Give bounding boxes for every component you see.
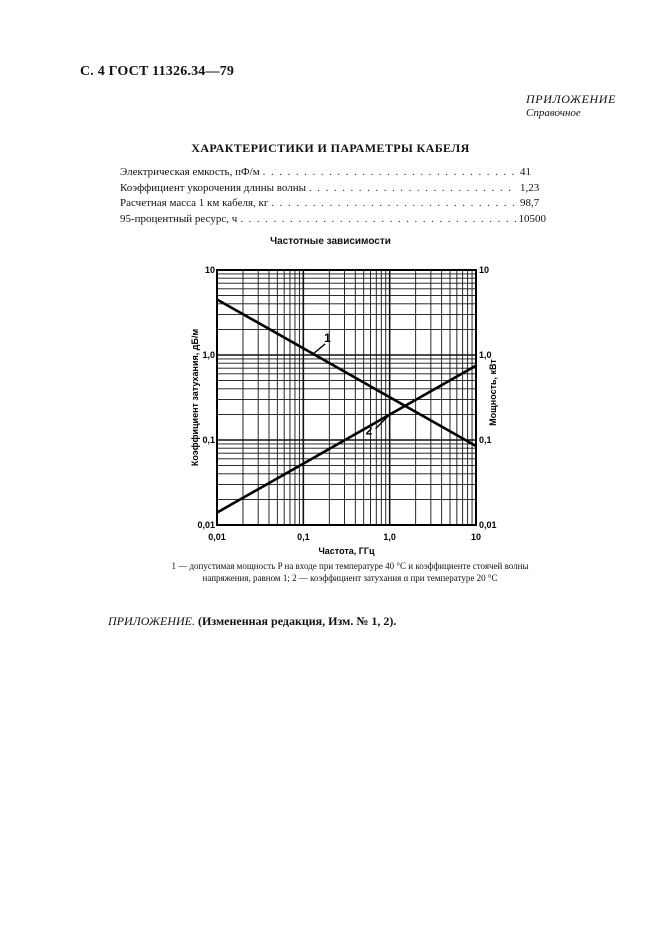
page-header: С. 4 ГОСТ 11326.34—79	[80, 64, 235, 79]
parameter-row	[120, 166, 546, 182]
caption-line-1: 1 — допустимая мощность P на входе при температуре 40 °С и коэффициенте стоячей волны	[171, 561, 529, 571]
leader-dots	[263, 166, 517, 178]
parameter-row	[120, 213, 546, 229]
y-tick-label-right: 0,1	[479, 435, 492, 445]
x-axis-label: Частота, ГГц	[318, 546, 375, 556]
parameter-label: 95-процентный ресурс, ч	[120, 212, 238, 225]
y-tick-label-right: 0,01	[479, 520, 497, 530]
y-tick-label-right: 1,0	[479, 350, 492, 360]
plot-frame	[217, 270, 476, 525]
leader-dots	[271, 197, 517, 209]
y-tick-label-left: 0,1	[202, 435, 215, 445]
y-axis-label-left: Коэффициент затухания, дБ/м	[190, 328, 200, 467]
frequency-chart	[190, 258, 510, 558]
series-line-2	[217, 366, 476, 513]
appendix-label	[526, 92, 616, 119]
series-label: 1	[324, 330, 331, 345]
appendix-subtitle: Справочное	[526, 107, 581, 119]
chart-caption	[140, 560, 560, 584]
parameter-label: Электрическая емкость, пФ/м	[120, 166, 260, 178]
y-tick-label-left: 1,0	[202, 350, 215, 360]
parameter-label: Расчетная масса 1 км кабеля, кг	[120, 197, 269, 209]
caption-line-2: напряжения, равном 1; 2 — коэффициент затухания α при температуре 20 °С	[202, 573, 498, 583]
series-label-leader	[313, 344, 325, 354]
x-tick-label: 0,01	[208, 532, 226, 542]
chart-title: Частотные зависимости	[270, 236, 391, 247]
series-line-1	[217, 299, 476, 446]
parameter-row	[120, 197, 546, 213]
parameter-value: 1,23	[520, 181, 540, 194]
y-tick-label-left: 10	[204, 265, 215, 275]
x-tick-label: 10	[470, 532, 482, 542]
y-axis-label-right: Мощность, кВт	[488, 359, 498, 426]
y-tick-label-left: 0,01	[197, 520, 215, 530]
appendix-title: ПРИЛОЖЕНИЕ	[526, 92, 616, 106]
series-label: 2	[365, 423, 373, 438]
leader-dots	[309, 182, 517, 194]
parameter-value: 98,7	[520, 197, 540, 209]
leader-dots	[240, 213, 515, 225]
parameter-value: 10500	[518, 212, 546, 225]
parameter-value: 41	[520, 166, 531, 178]
footer-note-bold: (Измененная редакция, Изм. № 1, 2).	[197, 614, 397, 628]
parameter-label: Коэффициент укорочения длины волны	[120, 181, 306, 194]
parameters-list	[120, 166, 546, 228]
x-tick-label: 0,1	[297, 532, 310, 542]
footer-note-italic: ПРИЛОЖЕНИЕ.	[108, 614, 195, 628]
y-tick-label-right: 10	[479, 265, 490, 275]
footer-note	[108, 614, 396, 629]
parameter-row	[120, 182, 546, 198]
x-tick-label: 1,0	[383, 532, 396, 542]
section-title: ХАРАКТЕРИСТИКИ И ПАРАМЕТРЫ КАБЕЛЯ	[191, 141, 470, 155]
